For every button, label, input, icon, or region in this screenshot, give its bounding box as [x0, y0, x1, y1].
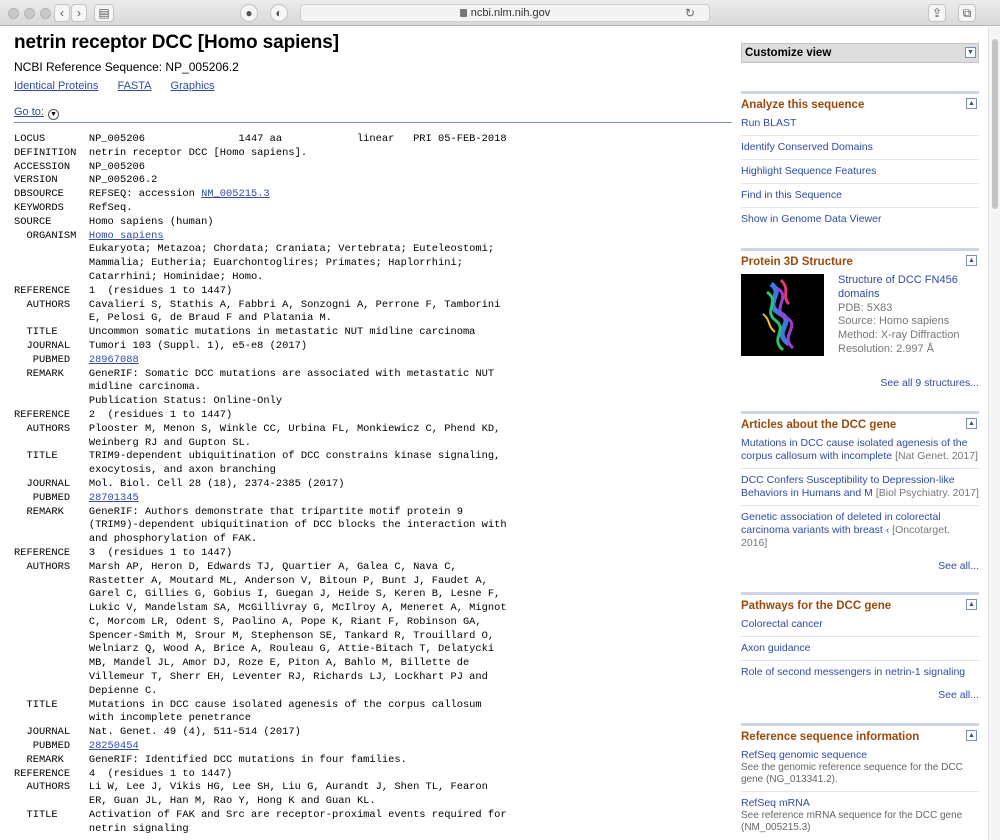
genome-data-viewer-link[interactable]: Show in Genome Data Viewer [741, 213, 882, 225]
article-citation: [Nat Genet. 2017] [895, 449, 978, 462]
article-item[interactable] [741, 511, 979, 550]
record-value: with incomplete penetrance [88, 712, 251, 725]
record-value: NP_005206.2 [88, 174, 158, 187]
record-value: and phosphorylation of FAK. [88, 533, 258, 546]
record-value: Mol. Biol. Cell 28 (18), 2374-2385 (2017) [88, 477, 345, 490]
record-key: KEYWORDS [14, 201, 89, 214]
fasta-link[interactable]: FASTA [117, 80, 152, 92]
record-line [14, 161, 732, 175]
pathway-link-netrin[interactable]: Role of second messengers in netrin-1 signaling [741, 665, 966, 678]
record-line [14, 643, 732, 657]
record-key: REFERENCE [14, 767, 89, 780]
record-line [14, 450, 732, 464]
record-value: Marsh AP, Heron D, Edwards TJ, Quartier A, Galea C, Nava C, [88, 560, 457, 573]
record-key: REMARK [14, 367, 89, 380]
record-line [14, 354, 732, 368]
collapse-icon[interactable]: ▲ [966, 98, 977, 109]
record-line [14, 768, 732, 782]
analyze-section [741, 91, 979, 226]
record-line [14, 174, 732, 188]
refseq-mrna-link[interactable]: RefSeq mRNA [741, 796, 810, 809]
record-line [14, 133, 732, 147]
record-value: Tumori 103 (Suppl. 1), e5-e8 (2017) [88, 339, 308, 352]
record-value: netrin signaling [88, 822, 189, 835]
record-value: Cavalieri S, Stathis A, Fabbri A, Sonzogni A, Perrone F, Tamborini [88, 298, 501, 311]
find-in-sequence-link[interactable]: Find in this Sequence [741, 189, 979, 208]
record-key: AUTHORS [14, 781, 89, 794]
record-key: AUTHORS [14, 560, 89, 573]
record-key [14, 602, 89, 614]
record-line [14, 533, 732, 547]
structure-pdb: PDB: 5X83 [838, 301, 893, 314]
record-line [14, 409, 732, 423]
record-link[interactable]: 28701345 [88, 491, 139, 504]
record-value: midline carcinoma. [88, 381, 202, 394]
record-value: 3 (residues 1 to 1447) [88, 546, 233, 559]
goto-bar [14, 106, 732, 123]
record-line [14, 243, 732, 257]
record-key [14, 643, 89, 655]
privacy-button[interactable] [270, 4, 288, 22]
pathway-link-axon[interactable]: Axon guidance [741, 642, 979, 661]
minimize-window-button[interactable] [24, 8, 35, 19]
record-key [14, 657, 89, 669]
record-key [14, 519, 89, 531]
record-value: Eukaryota; Metazoa; Chordata; Craniata; Vertebrata; Euteleostomi; [88, 243, 495, 256]
record-key [14, 671, 89, 683]
record-value: Spencer-Smith M, Srour M, Stephenson SE, Tankard R, Trouillard O, [88, 629, 495, 642]
record-key [14, 630, 89, 642]
record-line [14, 561, 732, 575]
article-citation: [Oncotarget. 2016] [741, 523, 950, 549]
articles-heading: Articles about the DCC gene [741, 418, 897, 431]
record-key: ACCESSION [14, 160, 89, 173]
record-value: GeneRIF: Somatic DCC mutations are associated with metastatic NUT [88, 367, 495, 380]
record-line [14, 795, 732, 809]
see-all-pathways-link[interactable]: See all... [938, 688, 979, 701]
record-value: E, Pelosi G, de Braud F and Platania M. [88, 312, 333, 325]
article-item[interactable] [741, 474, 979, 506]
reload-icon[interactable]: ↻ [684, 6, 695, 20]
record-key: TITLE [14, 698, 89, 711]
record-key [14, 823, 89, 835]
see-all-articles-link[interactable]: See all... [938, 559, 979, 572]
record-value: 4 (residues 1 to 1447) [88, 767, 233, 780]
record-key: AUTHORS [14, 422, 89, 435]
sidebar-icon: ▤ [98, 6, 110, 20]
record-line [14, 657, 732, 671]
record-line [14, 230, 732, 244]
record-value: NP_005206 1447 aa linear PRI 05-FEB-2018 [88, 133, 507, 145]
share-button[interactable] [928, 4, 946, 22]
record-key: REFERENCE [14, 408, 89, 421]
record-line [14, 368, 732, 382]
record-value: GeneRIF: Identified DCC mutations in four families. [88, 753, 407, 766]
record-line [14, 395, 732, 409]
record-line [14, 326, 732, 340]
record-key: TITLE [14, 809, 89, 822]
structure-heading: Protein 3D Structure [741, 256, 853, 268]
refseq-genomic-link[interactable]: RefSeq genomic sequence [741, 748, 868, 761]
record-value: exocytosis, and axon branching [88, 464, 276, 477]
identical-proteins-link[interactable]: Identical Proteins [14, 80, 99, 92]
record-value: NP_005206 [88, 160, 145, 173]
protein-structure-thumbnail[interactable] [741, 274, 824, 356]
record-line [14, 299, 732, 313]
record-line [14, 754, 732, 768]
record-line [14, 257, 732, 271]
record-line [14, 616, 732, 630]
main-column [14, 27, 732, 837]
record-value: Villemeur T, Sherr EH, Leventer RJ, Richards LJ, Lockhart PJ and [88, 671, 488, 684]
lock-icon [460, 9, 467, 17]
record-value: C, Morcom LR, Odent S, Paolino A, Pope K, Riant F, Robinson GA, [88, 615, 482, 628]
tabs-icon: ⧉ [962, 6, 972, 20]
record-value: Depienne C. [88, 684, 158, 697]
articles-section [741, 411, 979, 572]
structure-method: Method: X-ray Diffraction [838, 329, 960, 342]
record-key [14, 312, 89, 324]
article-title[interactable]: Mutations in DCC cause isolated agenesis of the corpus callosum with incomplete [741, 436, 968, 462]
collapse-icon[interactable]: ▲ [966, 599, 977, 610]
record-key [14, 395, 89, 407]
record-line [14, 464, 732, 478]
record-value: Homo sapiens (human) [88, 215, 214, 228]
record-key: REMARK [14, 753, 89, 766]
run-blast-link[interactable]: Run BLAST [741, 117, 979, 136]
collapse-icon[interactable]: ▲ [966, 255, 977, 266]
record-key [14, 464, 89, 476]
record-value: TRIM9-dependent ubiquitination of DCC constrains kinase signaling, [88, 450, 501, 463]
page-title: netrin receptor DCC [Homo sapiens] [14, 32, 339, 53]
share-icon: ⇪ [931, 6, 943, 20]
record-line [14, 147, 732, 161]
structure-info [838, 274, 979, 357]
record-key [14, 533, 89, 545]
record-key: JOURNAL [14, 726, 89, 739]
record-key: PUBMED [14, 353, 89, 366]
record-link[interactable]: 28250454 [88, 740, 139, 753]
record-key [14, 437, 89, 449]
pathways-heading: Pathways for the DCC gene [741, 599, 892, 612]
record-key: SOURCE [14, 215, 89, 228]
record-line [14, 478, 732, 492]
record-value: RefSeq. [88, 201, 133, 214]
record-line [14, 740, 732, 754]
record-line [14, 271, 732, 285]
record-line [14, 437, 732, 451]
extension-icon: ● [245, 6, 253, 20]
refseq-mrna-desc: See reference mRNA sequence for the DCC gene (NM_005215.3) [741, 809, 963, 833]
refseq-genomic-item [741, 749, 979, 792]
record-line [14, 340, 732, 354]
record-key [14, 712, 89, 724]
zoom-window-button[interactable] [40, 8, 51, 19]
record-key [14, 257, 89, 269]
scrollbar-thumb[interactable] [992, 39, 998, 209]
record-key [14, 271, 89, 283]
genbank-record [14, 133, 732, 837]
record-key: ORGANISM [14, 229, 89, 242]
record-key: JOURNAL [14, 477, 89, 490]
record-line [14, 519, 732, 533]
browser-toolbar [0, 0, 1000, 26]
record-value: Catarrhini; Hominidae; Homo. [88, 270, 264, 283]
privacy-icon: ◐ [275, 6, 283, 20]
structure-source: Source: Homo sapiens [838, 315, 950, 328]
dropdown-toggle-icon[interactable]: ▼ [965, 47, 976, 58]
record-key: AUTHORS [14, 298, 89, 311]
customize-view-label: Customize view [745, 47, 832, 59]
record-value: 1 (residues 1 to 1447) [88, 284, 233, 297]
record-key: VERSION [14, 174, 89, 187]
record-value: Uncommon somatic mutations in metastatic NUT midline carcinoma [88, 326, 476, 339]
record-line [14, 671, 732, 685]
address-text: ncbi.nlm.nih.gov [470, 7, 551, 19]
collapse-icon[interactable]: ▲ [966, 730, 977, 741]
structure-section [741, 248, 979, 389]
article-title[interactable]: Genetic association of deleted in colorectal carcinoma variants with breast ‹ [741, 510, 941, 536]
record-value: Garel C, Gillies G, Gobius I, Guegan J, Heide S, Keren B, Lesne F, [88, 588, 501, 601]
record-value: Lukic V, Mandelstam SA, McGillivray G, McIlroy A, Meneret A, Mignot [88, 602, 507, 615]
goto-link[interactable]: Go to: [14, 106, 44, 118]
customize-view-bar[interactable] [741, 43, 979, 63]
record-key: PUBMED [14, 740, 89, 753]
record-value: Mutations in DCC cause isolated agenesis of the corpus callosum [88, 698, 482, 711]
record-link[interactable]: Homo sapiens [88, 229, 164, 242]
structure-entry [741, 274, 979, 357]
format-links [14, 80, 732, 92]
article-item[interactable] [741, 437, 979, 469]
record-line [14, 588, 732, 602]
record-value: Activation of FAK and Src are receptor-proximal events required for [88, 809, 507, 822]
record-key [14, 616, 89, 628]
record-key: PUBMED [14, 491, 89, 504]
record-line [14, 547, 732, 561]
record-value: Plooster M, Menon S, Winkle CC, Urbina FL, Monkiewicz C, Phend KD, [88, 422, 501, 435]
article-citation: [Biol Psychiatry. 2017] [875, 486, 979, 499]
record-key: REFERENCE [14, 284, 89, 297]
record-value: netrin receptor DCC [Homo sapiens]. [88, 146, 308, 159]
sidebar-toggle-button[interactable] [94, 4, 114, 22]
chevron-right-icon: › [77, 6, 81, 20]
record-line [14, 602, 732, 616]
record-value: Publication Status: Online-Only [88, 395, 283, 408]
record-value: Mammalia; Eutheria; Euarchontoglires; Primates; Haplorrhini; [88, 257, 463, 270]
refseq-heading: Reference sequence information [741, 730, 920, 743]
record-line [14, 216, 732, 230]
record-value: Li W, Lee J, Vikis HG, Lee SH, Liu G, Aurandt J, Shen TL, Fearon [88, 781, 488, 794]
analyze-heading: Analyze this sequence [741, 99, 865, 111]
record-line [14, 423, 732, 437]
record-line [14, 202, 732, 216]
record-line [14, 506, 732, 520]
page-content [0, 27, 988, 840]
back-button[interactable] [54, 4, 70, 22]
see-all-structures-link[interactable]: See all 9 structures... [880, 376, 979, 389]
record-line [14, 699, 732, 713]
record-line [14, 492, 732, 506]
structure-name-link[interactable]: Structure of DCC FN456 domains [838, 274, 958, 300]
record-key [14, 588, 89, 600]
record-line [14, 726, 732, 740]
forward-button[interactable] [71, 4, 87, 22]
record-line [14, 312, 732, 326]
chevron-down-icon[interactable]: ▼ [48, 109, 59, 120]
record-line [14, 575, 732, 589]
record-line [14, 781, 732, 795]
record-key: DBSOURCE [14, 188, 89, 201]
pathway-link-colorectal[interactable]: Colorectal cancer [741, 618, 979, 637]
record-key: REMARK [14, 505, 89, 518]
article-title[interactable]: DCC Confers Susceptibility to Depression-like Behaviors in Humans and M [741, 473, 955, 499]
record-value: REFSEQ: accession [88, 188, 202, 201]
refseq-section [741, 723, 979, 834]
record-line [14, 188, 732, 202]
record-line [14, 381, 732, 395]
record-value: Welniarz Q, Wood A, Brice A, Rouleau G, Attie-Bitach T, Delatycki [88, 643, 495, 656]
record-key [14, 795, 89, 807]
record-key [14, 685, 89, 697]
record-key: REFERENCE [14, 546, 89, 559]
refseq-genomic-desc: See the genomic reference sequence for the DCC gene (NG_013341.2). [741, 761, 963, 785]
record-line [14, 823, 732, 837]
graphics-link[interactable]: Graphics [170, 80, 215, 92]
address-bar[interactable] [300, 4, 710, 22]
record-key [14, 575, 89, 587]
record-link[interactable]: 28967088 [88, 353, 139, 366]
close-window-button[interactable] [8, 8, 19, 19]
record-key: LOCUS [14, 133, 89, 145]
record-key: DEFINITION [14, 146, 89, 159]
chevron-left-icon: ‹ [60, 6, 64, 20]
record-value: (TRIM9)-dependent ubiquitination of DCC blocks the interaction with [88, 519, 507, 532]
conserved-domains-link[interactable]: Identify Conserved Domains [741, 141, 979, 160]
record-line [14, 809, 732, 823]
collapse-icon[interactable]: ▲ [966, 418, 977, 429]
record-line [14, 712, 732, 726]
record-line [14, 685, 732, 699]
pathways-section [741, 592, 979, 701]
record-key: TITLE [14, 326, 89, 339]
record-key: TITLE [14, 450, 89, 463]
record-link[interactable]: NM_005215.3 [201, 188, 270, 201]
record-key [14, 243, 89, 255]
structure-resolution: Resolution: 2.997 Å [838, 342, 935, 355]
record-key [14, 381, 89, 393]
record-value: ER, Guan JL, Han M, Rao Y, Hong K and Guan KL. [88, 795, 376, 808]
record-value: MB, Mandel JL, Amor DJ, Roze E, Piton A, Bahlo M, Billette de [88, 657, 470, 670]
sidebar [741, 27, 979, 840]
refseq-mrna-item [741, 797, 979, 834]
page-subtitle: NCBI Reference Sequence: NP_005206.2 [14, 60, 239, 74]
record-value: Weinberg RJ and Gupton SL. [88, 436, 251, 449]
ribbon-image [741, 274, 824, 356]
extension-button[interactable] [240, 4, 258, 22]
record-value: Rastetter A, Moutard ML, Anderson V, Bitoun P, Bunt J, Faudet A, [88, 574, 488, 587]
tabs-overview-button[interactable] [958, 4, 976, 22]
scrollbar[interactable] [988, 27, 1000, 840]
record-value: GeneRIF: Authors demonstrate that tripartite motif protein 9 [88, 505, 463, 518]
record-key: JOURNAL [14, 339, 89, 352]
record-value: Nat. Genet. 49 (4), 511-514 (2017) [88, 726, 301, 739]
highlight-features-link[interactable]: Highlight Sequence Features [741, 165, 979, 184]
record-line [14, 630, 732, 644]
record-line [14, 285, 732, 299]
record-value: 2 (residues 1 to 1447) [88, 408, 233, 421]
